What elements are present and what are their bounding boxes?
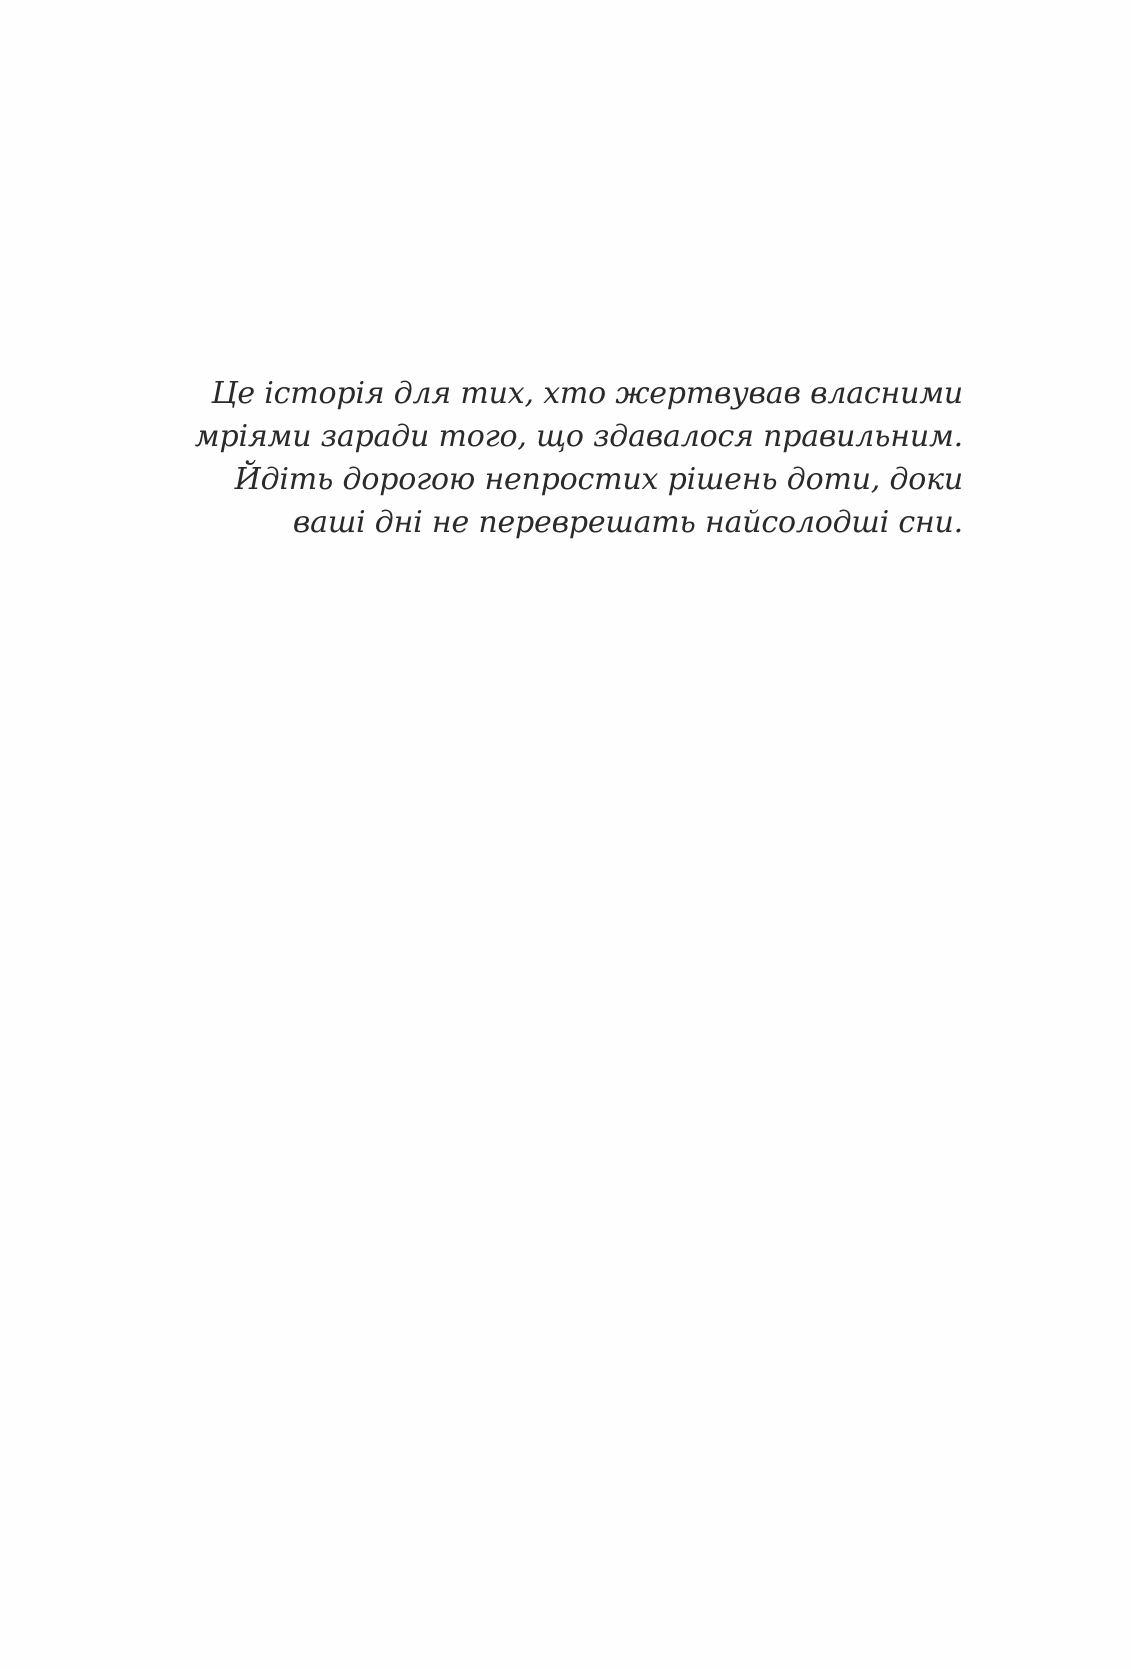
epigraph-line-2: мріями заради того, що здавалося правильним. [194, 419, 963, 454]
epigraph-line-3: Йдіть дорогою непростих рішень доти, доки [234, 462, 963, 497]
epigraph [195, 372, 963, 544]
epigraph-line-4: ваші дні не переврешать найсолодші сни. [292, 505, 963, 540]
epigraph-line-1: Це історія для тих, хто жертвував власними [211, 376, 963, 411]
